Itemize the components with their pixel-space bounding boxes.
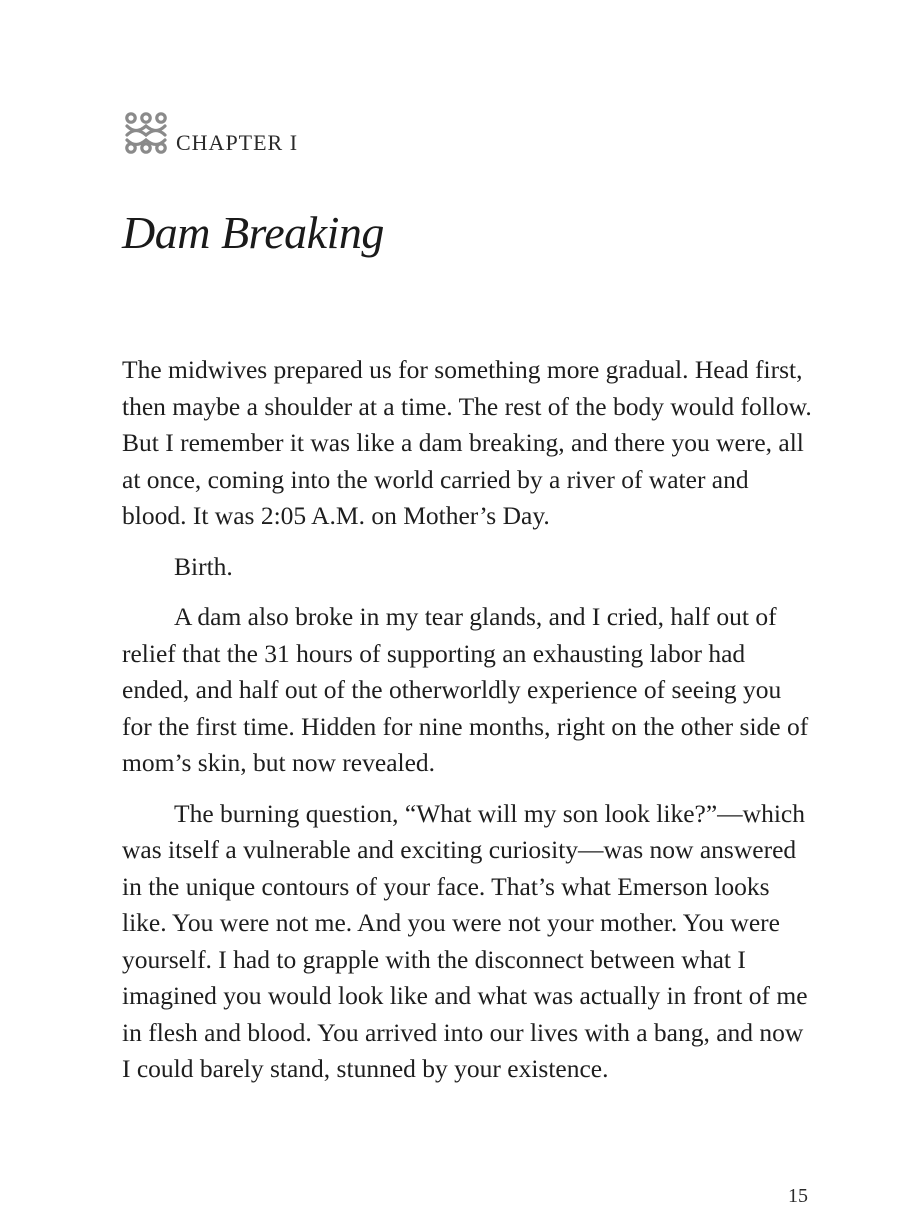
chapter-body [122,352,812,1102]
chapter-number: CHAPTER I [176,130,299,155]
knot-ornament-icon [124,112,168,154]
paragraph: Birth. [174,551,233,581]
chapter-title: Dam Breaking [122,207,384,258]
paragraph: The burning question, “What will my son look like?”—which was itself a vulnerable and exciting curiosity—was now answered in the unique contours of your face. That’s what Emerson looks like. You were not me. And you were not your mother. You were yourself. I had to grapple with the disconnect between what I imagined you would look like and what was actually in front of me in flesh and blood. You arrived into our lives with a bang, and now I could barely stand, stunned by your existence. [122,798,808,1083]
paragraph: The midwives prepared us for something more gradual. Head first, then maybe a shoulder at a time. The rest of the body would follow. But I remember it was like a dam breaking, and there you were, all at once, coming into the world carried by a river of water and blood. It was 2:05 A.M. on Mother’s Day. [122,355,812,530]
paragraph: A dam also broke in my tear glands, and I cried, half out of relief that the 31 hours of supporting an exhausting labor had ended, and half out of the otherworldly experience of seeing you for the first time. Hidden for nine months, right on the other side of mom’s skin, but now revealed. [122,602,809,777]
chapter-label [124,106,298,154]
page-number: 15 [788,1185,808,1207]
